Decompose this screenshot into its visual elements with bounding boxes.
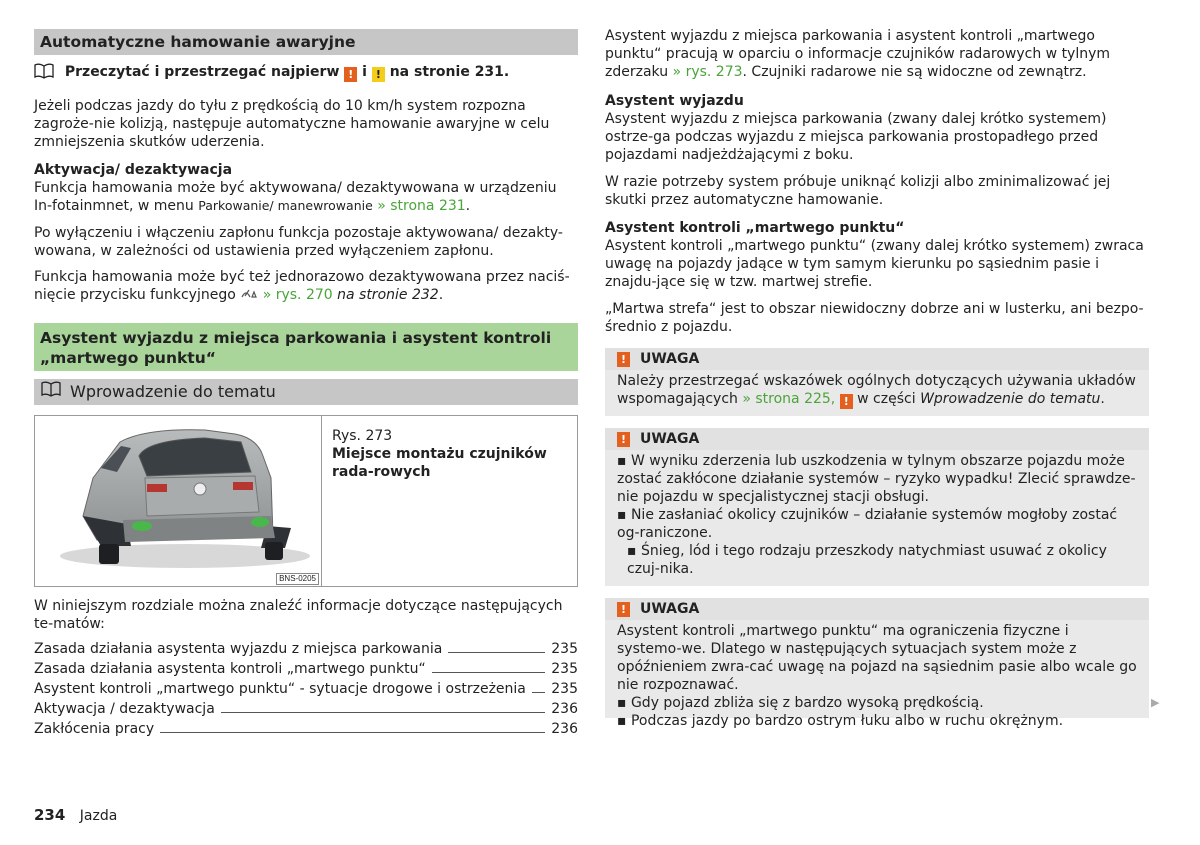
- chapter-name: Jazda: [79, 808, 118, 824]
- paragraph-topics: W niniejszym rozdziale można znaleźć informacje dotyczące następujących te-matów:: [34, 598, 563, 632]
- toc-item[interactable]: Asystent kontroli „martwego punktu“ - sytuacje drogowe i ostrzeżenia 235: [34, 681, 578, 697]
- car-rear-illustration: [35, 416, 321, 586]
- link-page-225[interactable]: » strona 225,: [742, 391, 836, 407]
- list-item: ▪ Nie zasłaniać okolicy czujników – działanie systemów mogłoby zostać og-raniczone.: [617, 507, 1118, 541]
- page-footer: [34, 806, 117, 825]
- section-title-introduction: Wprowadzenie do tematu: [34, 379, 578, 405]
- warning-list: [605, 450, 1149, 586]
- list-item: ▪ W wyniku zderzenia lub uszkodzenia w tylnym obszarze pojazdu może zostać zakłócone działanie systemów – ryzyko wypadku! Zlecić sprawdze-nie pojazdu w specjalistycznej stacji obsługi.: [617, 453, 1136, 505]
- toc-item[interactable]: Zasada działania asystenta kontroli „martwego punktu“ 235: [34, 661, 578, 677]
- paragraph-ignition: Po wyłączeniu i włączeniu zapłonu funkcja pozostaje aktywowana/ dezakty-wowana, w zależności od ustawienia przed wyłączeniem zapłonu.: [34, 225, 563, 259]
- warning-icon: !: [617, 352, 630, 367]
- subheading-blind-spot: Asystent kontroli „martwego punktu“: [605, 220, 905, 236]
- list-item: ▪ Śnieg, lód i tego rodzaju przeszkody natychmiast usuwać z okolicy czuj-nika.: [627, 543, 1107, 577]
- warning-icon: !: [617, 602, 630, 617]
- link-fig-270[interactable]: » rys. 270: [262, 287, 333, 303]
- figure-code: BNS-0205: [276, 573, 319, 585]
- read-note: Przeczytać i przestrzegać najpierw ! i ! na stronie 231.: [34, 63, 578, 84]
- section-title-exit-assist: Asystent wyjazdu z miejsca parkowania i asystent kontroli „martwego punktu“: [34, 323, 578, 371]
- toc-item[interactable]: Aktywacja / dezaktywacja 236: [34, 701, 578, 717]
- continue-arrow-icon: ▶: [1151, 696, 1160, 709]
- figure-label: Rys. 273: [332, 428, 393, 444]
- figure-image: [35, 416, 322, 586]
- figure-273: [34, 415, 578, 587]
- paragraph-dead-zone: „Martwa strefa“ jest to obszar niewidoczny dobrze ani w lusterku, ani bezpo-średnio z pojazdu.: [605, 301, 1144, 335]
- list-item: ▪ Podczas jazdy po bardzo ostrym łuku albo w ruchu okrężnym.: [617, 713, 1064, 729]
- table-of-contents: [34, 638, 578, 738]
- caution-icon: !: [372, 67, 385, 82]
- section-title-emergency-braking: Automatyczne hamowanie awaryjne: [34, 29, 578, 55]
- warning-text: Asystent kontroli „martwego punktu“ ma ograniczenia fizyczne i systemo-we. Dlatego w następujących sytuacjach system może z opóźnieniem zwra-cać uwagę na pojazd na sąsiednim pasie albo wcale go nie rozpoznawać. ▪ Gdy pojazd zbliża się z bardzo wysoką prędkością. ▪ Podczas jazdy po bardzo ostrym łuku albo w ruchu okrężnym.: [617, 623, 1137, 729]
- figure-caption: Miejsce montażu czujników rada-rowych: [332, 446, 547, 480]
- sensor-right-marker: [251, 517, 269, 527]
- paragraph-intro: Jeżeli podczas jazdy do tyłu z prędkością do 10 km/h system rozpozna zagroże-nie kolizją, następuje automatyczne hamowanie awaryjne w celu zmniejszenia skutków uderzenia.: [34, 98, 550, 150]
- book-icon: [40, 379, 62, 405]
- paragraph-auto-brake: W razie potrzeby system próbuje uniknąć kolizji albo zminimalizować jej skutki przez automatyczne hamowanie.: [605, 174, 1111, 208]
- warning-text: Należy przestrzegać wskazówek ogólnych dotyczących używania układów wspomagających » strona 225, ! w części Wprowadzenie do tematu.: [617, 373, 1136, 408]
- toc-item[interactable]: Zakłócenia pracy 236: [34, 721, 578, 737]
- subheading-activation: Aktywacja/ dezaktywacja: [34, 162, 233, 178]
- paragraph-blind-spot: Asystent kontroli „martwego punktu“ (zwany dalej krótko systemem) zwraca uwagę na pojazdy jadące w tym samym kierunku po sąsiednim pasie i znajdu-jące się w tzw. martwej strefie.: [605, 238, 1144, 290]
- link-fig-273[interactable]: » rys. 273: [672, 64, 743, 80]
- warning-box: [605, 348, 1149, 416]
- menu-path: Parkowanie/ manewrowanie: [198, 198, 373, 213]
- paragraph-exit-assist: Asystent wyjazdu z miejsca parkowania (zwany dalej krótko systemem) ostrze-ga podczas wyjazdu z miejsca parkowania prostopadłego przed pojazdami nadjeżdżającymi z boku.: [605, 111, 1107, 163]
- paragraph-activation: Funkcja hamowania może być aktywowana/ dezaktywowana w urządzeniu In-fotainmnet, w menu Parkowanie/ manewrowanie » strona 231.: [34, 180, 557, 214]
- subheading-exit-assist: Asystent wyjazdu: [605, 93, 744, 109]
- book-icon: [34, 63, 54, 84]
- parking-button-icon: [240, 287, 262, 303]
- warning-box: [605, 598, 1149, 729]
- warning-header: ! UWAGA: [605, 428, 1149, 450]
- page-number: 234: [34, 806, 66, 824]
- warning-icon: !: [617, 432, 630, 447]
- list-item: ▪ Gdy pojazd zbliża się z bardzo wysoką prędkością.: [617, 695, 984, 711]
- warning-box: [605, 428, 1149, 586]
- sensor-left-marker: [132, 521, 152, 531]
- toc-item[interactable]: Zasada działania asystenta wyjazdu z miejsca parkowania 235: [34, 641, 578, 657]
- warning-header: ! UWAGA: [605, 348, 1149, 370]
- paragraph-one-time-deactivation: Funkcja hamowania może być też jednorazowo dezaktywowana przez naciś-nięcie przycisku funkcyjnego » rys. 270 na stronie 232.: [34, 269, 570, 303]
- warning-icon: !: [840, 394, 853, 409]
- paragraph-radar-sensors: Asystent wyjazdu z miejsca parkowania i asystent kontroli „martwego punktu“ pracują w oparciu o informacje czujników radarowych w tylnym zderzaku » rys. 273. Czujniki radarowe nie są widoczne od zewnątrz.: [605, 28, 1111, 80]
- warning-header: ! UWAGA: [605, 598, 1149, 620]
- link-page-231[interactable]: » strona 231: [377, 198, 466, 214]
- warning-icon: !: [344, 67, 357, 82]
